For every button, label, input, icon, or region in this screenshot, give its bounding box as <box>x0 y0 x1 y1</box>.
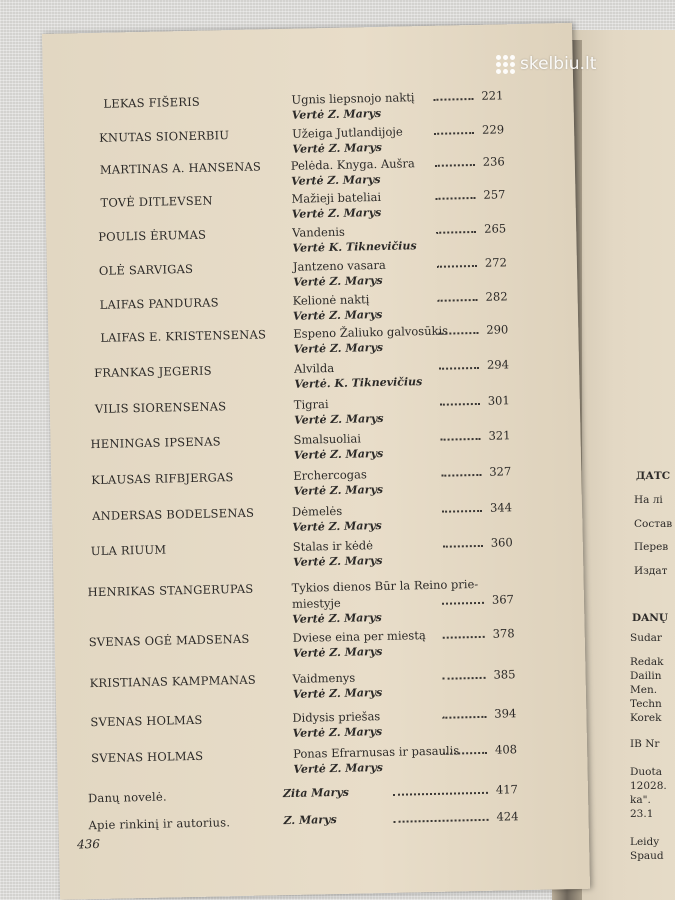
toc-story-title: Tykios dienos Būr la Reino prie- <box>291 576 479 595</box>
toc-story-title: Pelėda. Knyga. Aušra <box>290 156 415 173</box>
toc-translator: Vertė Z. Marys <box>292 140 383 156</box>
toc-translator: Vertė Z. Marys <box>292 645 383 660</box>
toc-story-title: Ugnis liepsnojo naktį <box>291 90 415 107</box>
watermark-logo-icon <box>496 55 515 74</box>
toc-translator: Vertė Z. Marys <box>293 446 384 462</box>
toc-author: ULA RIUUM <box>90 542 167 559</box>
toc-translator: Vertė Z. Marys <box>293 761 383 776</box>
toc-story-title: Espeno Žaliuko galvosūkis <box>293 323 449 341</box>
toc-author: ANDERSAS BODELSENAS <box>91 505 255 524</box>
toc-leader-dots <box>440 403 480 406</box>
toc-entry <box>43 87 573 122</box>
toc-leader-dots <box>436 197 476 200</box>
toc-translator: Vertė Z. Marys <box>292 307 383 323</box>
right-page-line: Перев <box>634 541 669 553</box>
toc-leader-dots <box>442 510 482 513</box>
toc-leader-dots <box>443 677 486 680</box>
toc-leader-dots <box>443 545 483 548</box>
toc-author: LEKAS FIŠERIS <box>103 94 201 111</box>
toc-leader-dots <box>393 792 488 796</box>
right-page-line: 23.1 <box>630 808 654 820</box>
toc-page-number: 367 <box>491 592 515 607</box>
toc-author: SVENAS HOLMAS <box>90 712 203 730</box>
toc-author: MARTINAS A. HANSENAS <box>99 159 262 177</box>
right-page-line: Sudar <box>630 632 662 644</box>
toc-leader-dots <box>436 231 476 234</box>
toc-entry <box>55 625 585 660</box>
toc-story-title: Stalas ir kėdė <box>292 538 374 554</box>
toc-author: SVENAS HOLMAS <box>91 748 204 766</box>
toc-author: KLAUSAS RIFBJERGAS <box>91 470 234 488</box>
toc-author: HENRIKAS STANGERUPAS <box>87 581 254 600</box>
toc-author: SVENAS OGĖ MADSENAS <box>88 631 250 650</box>
right-page-line: IB Nr <box>630 738 660 750</box>
toc-leader-dots <box>435 164 475 167</box>
toc-leader-dots <box>394 819 489 823</box>
right-page-line: Издат <box>634 565 668 577</box>
toc-entry <box>51 463 581 498</box>
toc-entry <box>56 705 586 740</box>
toc-story-title: Alvilda <box>293 360 335 376</box>
toc-author: Danų novelė. <box>87 789 167 806</box>
toc-author: LAIFAS PANDURAS <box>99 295 219 312</box>
toc-translator: Vertė Z. Marys <box>292 725 383 740</box>
toc-page-number: 408 <box>494 742 518 757</box>
toc-author: KNUTAS SIONERBIU <box>99 128 230 145</box>
right-page-line: Spaud <box>630 850 664 862</box>
toc-page-number: 229 <box>481 122 505 137</box>
toc-entry <box>46 220 576 255</box>
toc-author: FRANKAS JEGERIS <box>93 363 212 380</box>
toc-story-title-cont: miestyje <box>291 595 341 611</box>
toc-page-number: 282 <box>485 289 508 304</box>
toc-translator: Vertė Z. Marys <box>293 482 384 498</box>
toc-story-title: Tigrai <box>293 397 329 412</box>
toc-entry <box>55 666 585 701</box>
toc-page-number: 378 <box>492 626 515 641</box>
toc-translator: Vertė Z. Marys <box>292 611 382 626</box>
toc-entry <box>47 254 577 289</box>
toc-translator: Vertė Z. Marys <box>292 553 383 569</box>
right-page-line: Techn <box>630 698 662 710</box>
toc-entry <box>44 121 574 156</box>
toc-entry <box>48 288 578 323</box>
left-page <box>42 23 590 900</box>
toc-page-number: 385 <box>493 667 516 682</box>
toc-entry <box>58 808 588 833</box>
toc-entry <box>48 321 578 356</box>
toc-page-number: 221 <box>481 88 504 103</box>
toc-page-number: 394 <box>494 706 517 721</box>
toc-translator: Zita Marys <box>282 785 350 801</box>
toc-leader-dots <box>437 265 477 268</box>
right-page-line: Redak <box>630 656 664 668</box>
toc-story-title: Užeiga Jutlandijoje <box>291 124 403 141</box>
toc-translator: Vertė. K. Tiknevičius <box>294 375 423 391</box>
toc-leader-dots <box>438 332 478 335</box>
toc-leader-dots <box>438 299 478 302</box>
toc-page-number: 417 <box>495 782 519 797</box>
right-page-line: Duota <box>630 766 662 778</box>
toc-story-title: Smalsuoliai <box>293 431 362 447</box>
toc-story-title: Mažieji bateliai <box>291 189 382 206</box>
toc-leader-dots <box>434 132 474 135</box>
toc-page-number: 360 <box>490 535 513 550</box>
right-page-line: Men. <box>630 684 658 696</box>
right-page-line: 12028. <box>630 780 667 792</box>
watermark <box>496 54 596 74</box>
toc-author: VILIS SIORENSENAS <box>94 399 227 416</box>
toc-leader-dots <box>443 752 487 755</box>
toc-entry <box>50 392 580 427</box>
right-page-line: Состав <box>634 518 673 530</box>
toc-entry <box>49 356 579 391</box>
toc-author: Apie rinkinį ir autorius. <box>88 815 231 833</box>
right-page-line: Korek <box>630 712 662 724</box>
toc-translator: Vertė Z. Marys <box>291 106 382 122</box>
toc-story-title: Dėmelės <box>291 503 343 519</box>
toc-translator: Vertė Z. Marys <box>291 172 381 188</box>
toc-story-title: Ponas Efrarnusas ir pasaulis <box>292 743 460 761</box>
toc-leader-dots <box>441 474 481 477</box>
toc-translator: Vertė Z. Marys <box>292 686 383 701</box>
toc-translator: Vertė Z. Marys <box>293 340 384 356</box>
toc-translator: Z. Marys <box>283 813 337 828</box>
toc-entry <box>57 741 587 776</box>
toc-entry <box>54 575 584 626</box>
toc-page-number: 424 <box>496 809 519 824</box>
toc-entry <box>53 534 583 569</box>
toc-author: OLĖ SARVIGAS <box>98 261 194 278</box>
toc-leader-dots <box>441 438 481 441</box>
toc-story-title: Jantzeno vasara <box>292 257 386 274</box>
right-page-line: Dailin <box>630 670 662 682</box>
toc-story-title: Vandenis <box>292 224 346 240</box>
toc-translator: Vertė Z. Marys <box>291 205 382 221</box>
toc-story-title: Didysis priešas <box>292 709 381 725</box>
toc-translator: Vertė K. Tiknevičius <box>292 239 417 255</box>
watermark-text: skelbiu.lt <box>520 54 597 74</box>
toc-author: TOVĖ DITLEVSEN <box>100 193 213 210</box>
toc-story-title: Erchercogas <box>293 467 367 483</box>
toc-page-number: 265 <box>484 221 507 236</box>
toc-translator: Vertė Z. Marys <box>294 411 384 427</box>
toc-page-number: 272 <box>484 255 507 270</box>
toc-entry <box>58 781 588 806</box>
toc-leader-dots <box>443 636 485 639</box>
toc-translator: Vertė Z. Marys <box>293 273 383 289</box>
toc-leader-dots <box>433 98 473 101</box>
toc-leader-dots <box>442 602 484 605</box>
toc-entry <box>50 427 580 462</box>
right-page-heading-2: DANŲ <box>632 612 669 624</box>
toc-leader-dots <box>439 367 479 370</box>
toc-page-number: 236 <box>482 154 505 169</box>
toc-entry <box>45 186 575 221</box>
toc-leader-dots <box>442 716 486 719</box>
toc-author: POULIS ĖRUMAS <box>98 227 207 244</box>
toc-author: HENINGAS IPSENAS <box>90 434 221 452</box>
toc-story-title: Dviese eina per miestą <box>292 628 426 645</box>
page-number-folio: 436 <box>76 836 101 852</box>
toc-page-number: 294 <box>486 357 510 372</box>
toc-page-number: 321 <box>488 428 511 443</box>
toc-story-title: Kelionė naktį <box>292 292 370 308</box>
toc-page-number: 290 <box>486 322 509 337</box>
toc-page-number: 327 <box>489 464 512 479</box>
toc-author: KRISTIANAS KAMPMANAS <box>89 672 257 691</box>
toc-entry <box>52 499 582 534</box>
right-page-line: ka". <box>630 794 651 806</box>
right-page-heading: ДАТС <box>636 470 671 482</box>
toc-author: LAIFAS E. KRISTENSENAS <box>100 327 267 345</box>
toc-story-title: Vaidmenys <box>292 670 356 686</box>
right-page-line: На лі <box>634 494 663 506</box>
toc-page-number: 257 <box>483 187 506 202</box>
toc-page-number: 301 <box>487 393 510 408</box>
toc-page-number: 344 <box>489 500 513 515</box>
toc-translator: Vertė Z. Marys <box>292 518 382 534</box>
right-page-line: Leidy <box>630 836 660 848</box>
